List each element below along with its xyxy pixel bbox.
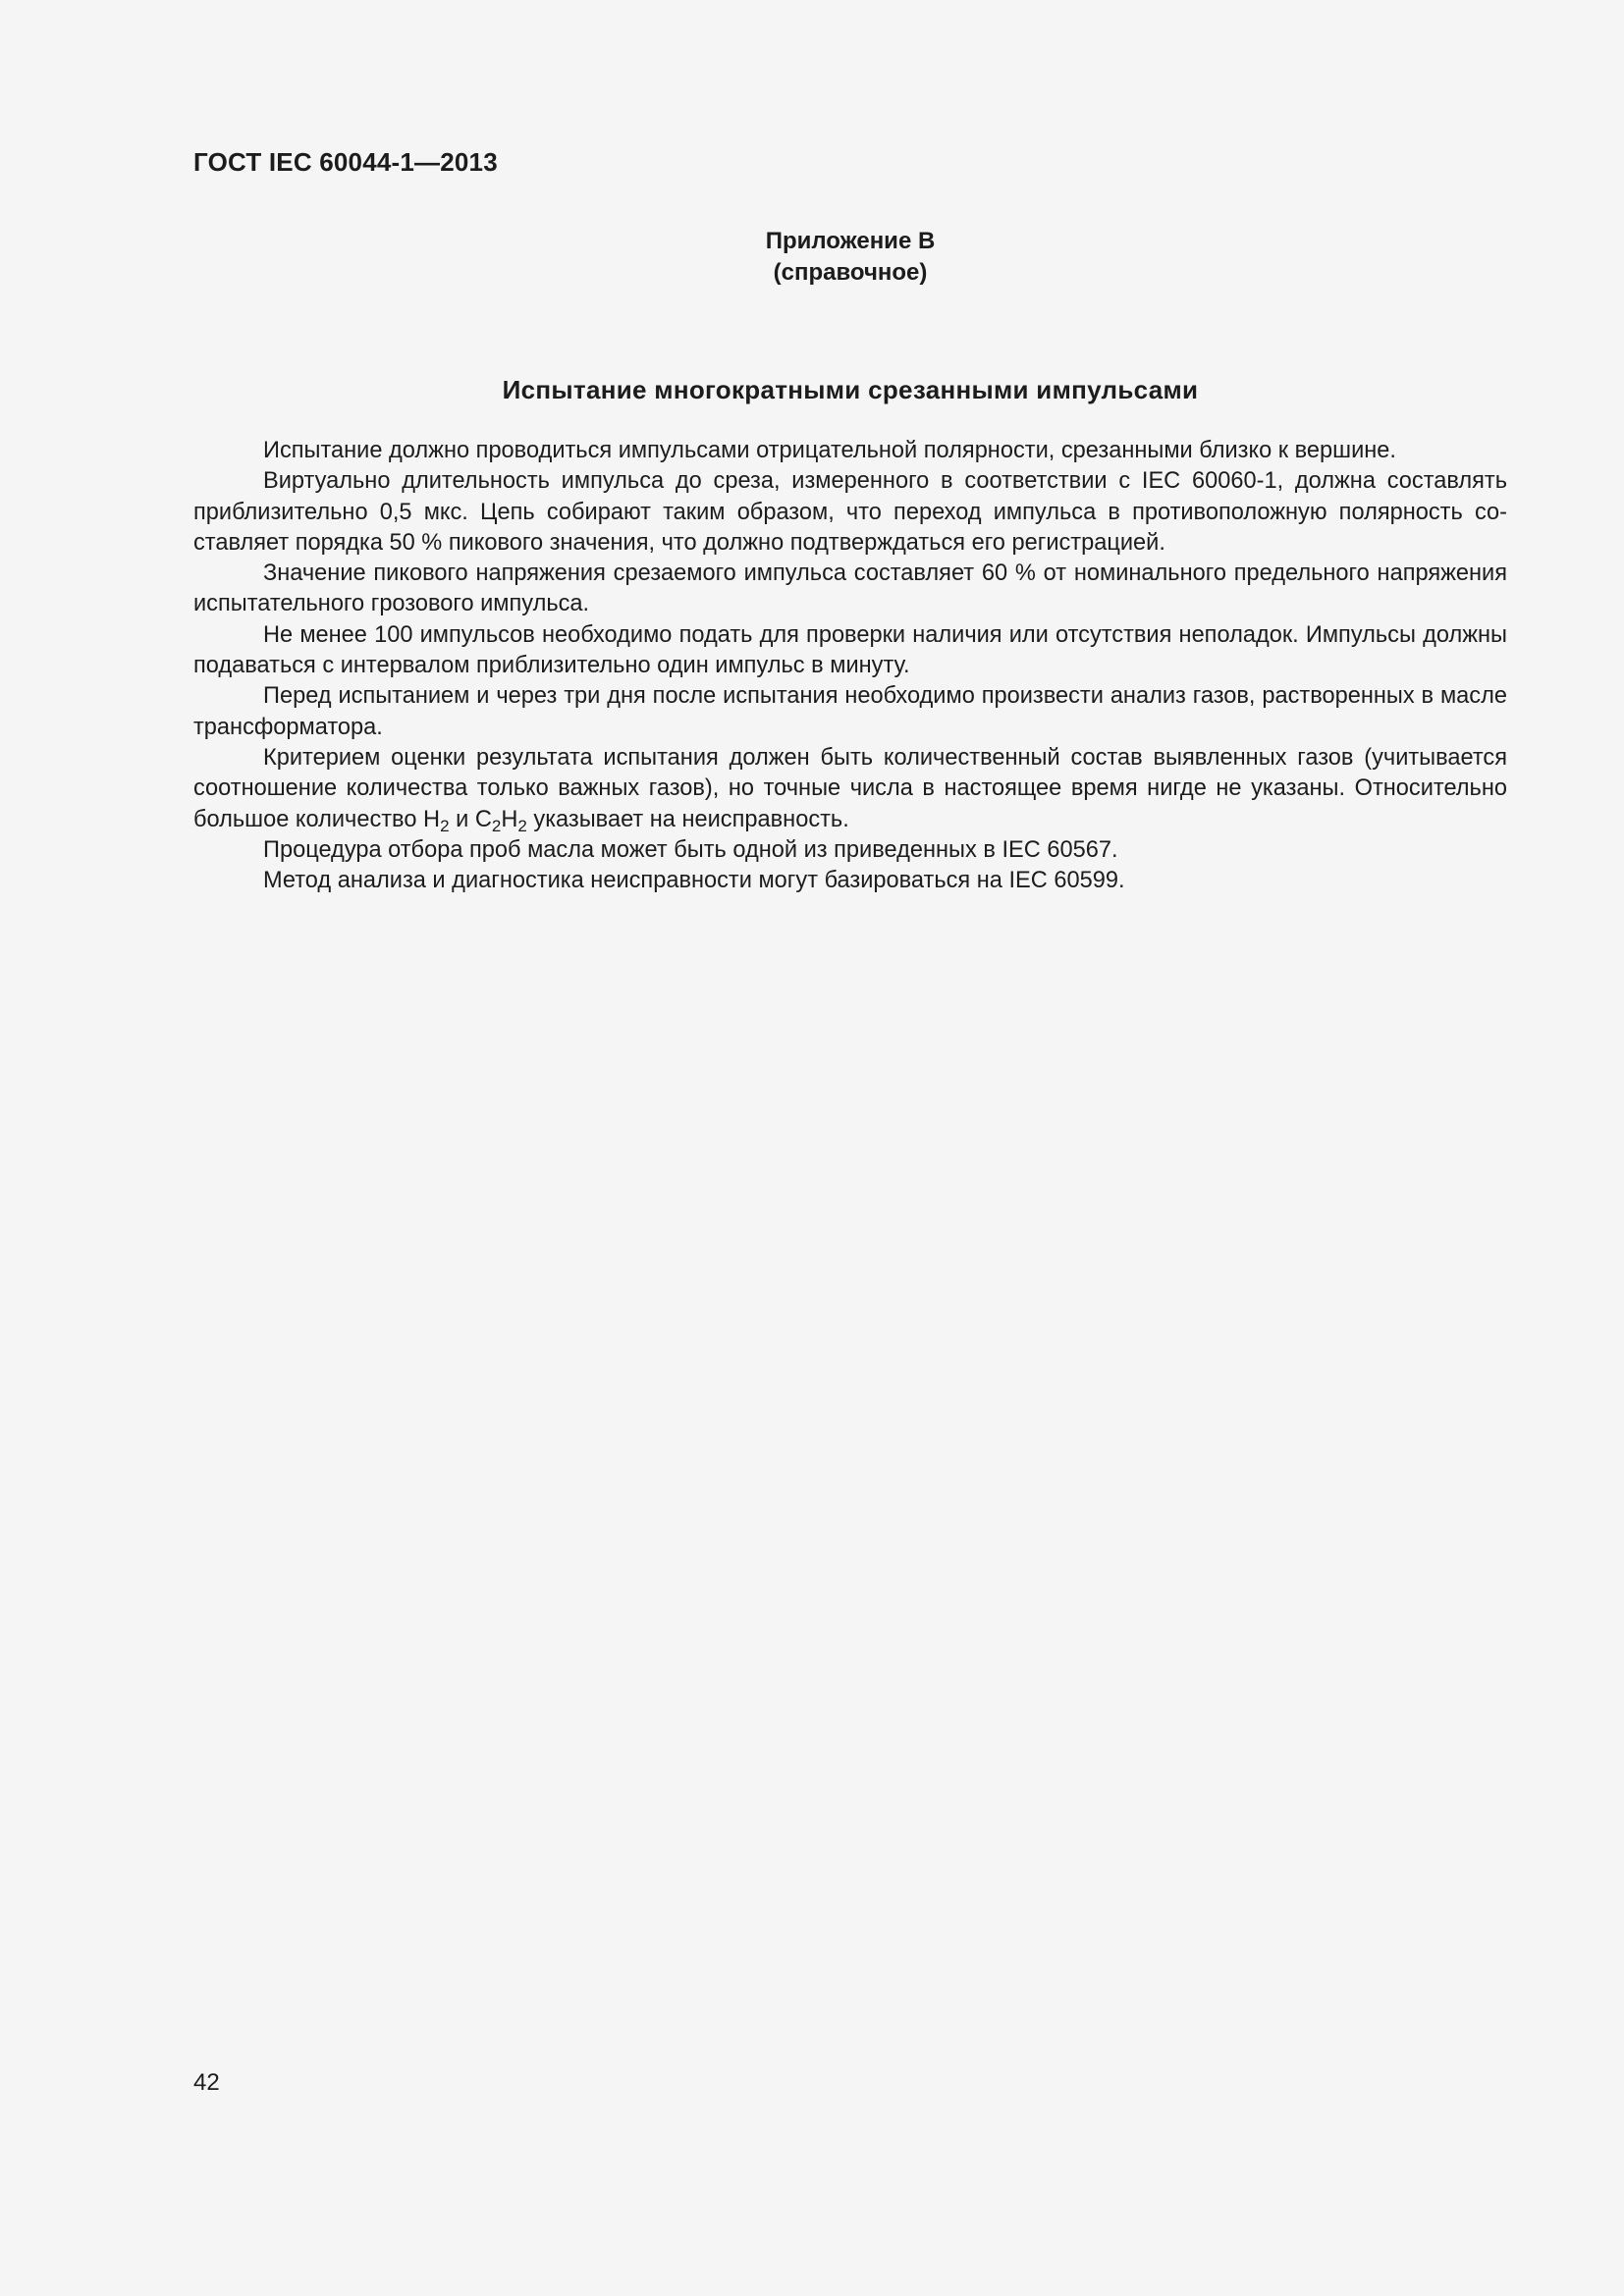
paragraph: Метод анализа и диагностика неисправности могут базироваться на IEC 60599. <box>263 868 1125 894</box>
formula-h2: $H_2$ <box>423 806 450 835</box>
annex-status: (справочное) <box>773 259 928 286</box>
criterion-conclusion: указывает на неисправность. <box>526 806 849 832</box>
connector-text: и <box>449 806 475 832</box>
section-title: Испытание многократными срезанными импульсами <box>502 375 1199 404</box>
criterion-text: Критерием оценки результата испытания должен быть количественный состав выявленных газов (учитывается соотношение количества только важных газов), но точные числа в настоящее время нигде не указаны. Относительно большое количество <box>193 744 1507 832</box>
paragraph: Виртуально длительность импульса до среза, измеренного в соответствии с IEC 60060-1, должна составлять приблизительно 0,5 мкс. Цепь собирают таким образом, что переход импульса в противоположную полярность составляет порядка 50 % пикового значения, что должно подтверждаться его регистрацией. <box>193 468 1507 556</box>
paragraph: Процедура отбора проб масла может быть одной из приведенных в IEC 60567. <box>263 836 1118 863</box>
page-number: 42 <box>193 2069 220 2096</box>
paragraph: Испытание должно проводиться импульсами отрицательной полярности, срезанными близко к вершине. <box>263 438 1396 463</box>
criterion-paragraph <box>193 743 1507 835</box>
standard-header: ГОСТ IEC 60044-1—2013 <box>193 147 498 177</box>
paragraph: Значение пикового напряжения срезаемого импульса составляет 60 % от номинального предельного напряжения испытательного грозового импульса. <box>193 561 1507 617</box>
annex-heading <box>193 226 1507 289</box>
paragraph: Перед испытанием и через три дня после испытания необходимо произвести анализ газов, растворенных в масле трансформатора. <box>193 683 1507 740</box>
formula-c2h2: $C_2H_2$ <box>474 806 527 835</box>
annex-title: Приложение В <box>765 228 936 254</box>
body-text <box>193 436 1507 896</box>
paragraph: Не менее 100 импульсов необходимо подать для проверки наличия или отсутствия неполадок. Импульсы должны подаваться с интервалом приблизительно один импульс в минуту. <box>193 621 1507 679</box>
